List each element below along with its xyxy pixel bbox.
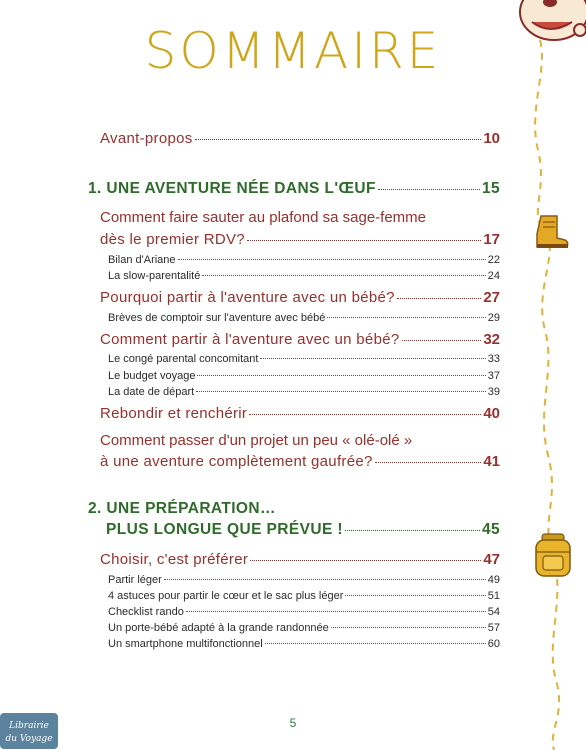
- toc-entry-label: Choisir, c'est préférer: [100, 551, 249, 568]
- subentry-label: Le budget voyage: [108, 370, 196, 382]
- dot-leader: [397, 298, 481, 299]
- toc-subentry-astuces[interactable]: [108, 590, 500, 602]
- subentry-page: 49: [487, 574, 500, 586]
- toc-chapter-2-line1[interactable]: 2. UNE PRÉPARATION…: [88, 500, 276, 517]
- dot-leader: [250, 560, 481, 561]
- toc-entry-passer[interactable]: [100, 453, 500, 470]
- dot-leader: [247, 240, 481, 241]
- subentry-label: Un smartphone multifonctionnel: [108, 638, 263, 650]
- toc-subentry-date[interactable]: [108, 386, 500, 398]
- dot-leader: [378, 189, 480, 190]
- toc-subentry-breves[interactable]: [108, 312, 500, 324]
- subentry-page: 57: [487, 622, 500, 634]
- toc-entry-page: 47: [483, 551, 500, 568]
- toc-entry-label: Comment partir à l'aventure avec un bébé?: [100, 331, 400, 348]
- page-number: 5: [289, 716, 297, 730]
- dot-leader: [402, 340, 482, 341]
- logo-text-line1: Librairie: [9, 721, 49, 731]
- toc-entry-page: 27: [483, 289, 500, 306]
- subentry-label: 4 astuces pour partir le cœur et le sac plus léger: [108, 590, 344, 602]
- dot-leader: [327, 317, 485, 318]
- toc-entry-plafond-line1[interactable]: Comment faire sauter au plafond sa sage-femme: [100, 209, 426, 226]
- subentry-page: 37: [487, 370, 500, 382]
- toc-entry-avant-propos[interactable]: [100, 130, 500, 147]
- subentry-page: 29: [487, 312, 500, 324]
- subentry-label: La slow-parentalité: [108, 270, 201, 282]
- dot-leader: [202, 275, 485, 276]
- toc-chapter-2[interactable]: [106, 521, 500, 539]
- toc-subentry-bilan[interactable]: [108, 254, 500, 266]
- toc-subentry-portebebe[interactable]: [108, 622, 500, 634]
- subentry-label: La date de départ: [108, 386, 195, 398]
- subentry-page: 24: [487, 270, 500, 282]
- dot-leader: [331, 627, 486, 628]
- toc-entry-page: 17: [483, 231, 500, 248]
- chapter-page: 45: [481, 521, 500, 538]
- dot-leader: [178, 259, 486, 260]
- toc-entry-comment[interactable]: [100, 331, 500, 348]
- dot-leader: [186, 611, 486, 612]
- subentry-label: Le congé parental concomitant: [108, 353, 259, 365]
- subentry-page: 54: [487, 606, 500, 618]
- toc-entry-label: Avant-propos: [100, 130, 193, 147]
- toc-entry-plafond[interactable]: [100, 231, 500, 248]
- subentry-label: Checklist rando: [108, 606, 184, 618]
- subentry-label: Bilan d'Ariane: [108, 254, 176, 266]
- toc-subentry-budget[interactable]: [108, 370, 500, 382]
- dot-leader: [164, 579, 486, 580]
- toc-subentry-slow[interactable]: [108, 270, 500, 282]
- toc-subentry-smartphone[interactable]: [108, 638, 500, 650]
- dot-leader: [249, 414, 481, 415]
- page-title: SOMMAIRE: [144, 22, 442, 80]
- subentry-page: 51: [487, 590, 500, 602]
- toc-entry-label: Pourquoi partir à l'aventure avec un bébé?: [100, 289, 395, 306]
- subentry-page: 22: [487, 254, 500, 266]
- subentry-page: 60: [487, 638, 500, 650]
- subentry-label: Brèves de comptoir sur l'aventure avec bébé: [108, 312, 326, 324]
- subentry-label: Partir léger: [108, 574, 162, 586]
- subentry-page: 39: [487, 386, 500, 398]
- toc-subentry-checklist[interactable]: [108, 606, 500, 618]
- toc-entry-passer-line1[interactable]: Comment passer d'un projet un peu « olé-olé »: [100, 432, 413, 449]
- subentry-label: Un porte-bébé adapté à la grande randonnée: [108, 622, 329, 634]
- toc-entry-choisir[interactable]: [100, 551, 500, 568]
- dot-leader: [260, 358, 485, 359]
- dot-leader: [195, 139, 482, 140]
- dot-leader: [265, 643, 486, 644]
- dot-leader: [197, 375, 485, 376]
- subentry-page: 33: [487, 353, 500, 365]
- dot-leader: [345, 595, 485, 596]
- chapter-label: 1. UNE AVENTURE NÉE DANS L'ŒUF: [88, 180, 376, 197]
- dot-leader: [196, 391, 486, 392]
- toc-entry-page: 32: [483, 331, 500, 348]
- toc-entry-pourquoi[interactable]: [100, 289, 500, 306]
- toc-entry-label: dès le premier RDV?: [100, 231, 245, 248]
- dot-leader: [345, 530, 480, 531]
- toc-entry-page: 10: [483, 130, 500, 147]
- toc-chapter-1[interactable]: [88, 180, 500, 198]
- chapter-page: 15: [481, 180, 500, 197]
- logo-text-line2: du Voyage: [5, 734, 53, 744]
- store-logo: [0, 713, 58, 749]
- toc-entry-rebondir[interactable]: [100, 405, 500, 422]
- dot-leader: [375, 462, 482, 463]
- toc-subentry-conge[interactable]: [108, 353, 500, 365]
- toc-entry-label: à une aventure complètement gaufrée?: [100, 453, 373, 470]
- chapter-label: PLUS LONGUE QUE PRÉVUE !: [106, 521, 343, 538]
- toc-subentry-leger[interactable]: [108, 574, 500, 586]
- toc-entry-page: 40: [483, 405, 500, 422]
- toc-entry-label: Rebondir et renchérir: [100, 405, 248, 422]
- toc-entry-page: 41: [483, 453, 500, 470]
